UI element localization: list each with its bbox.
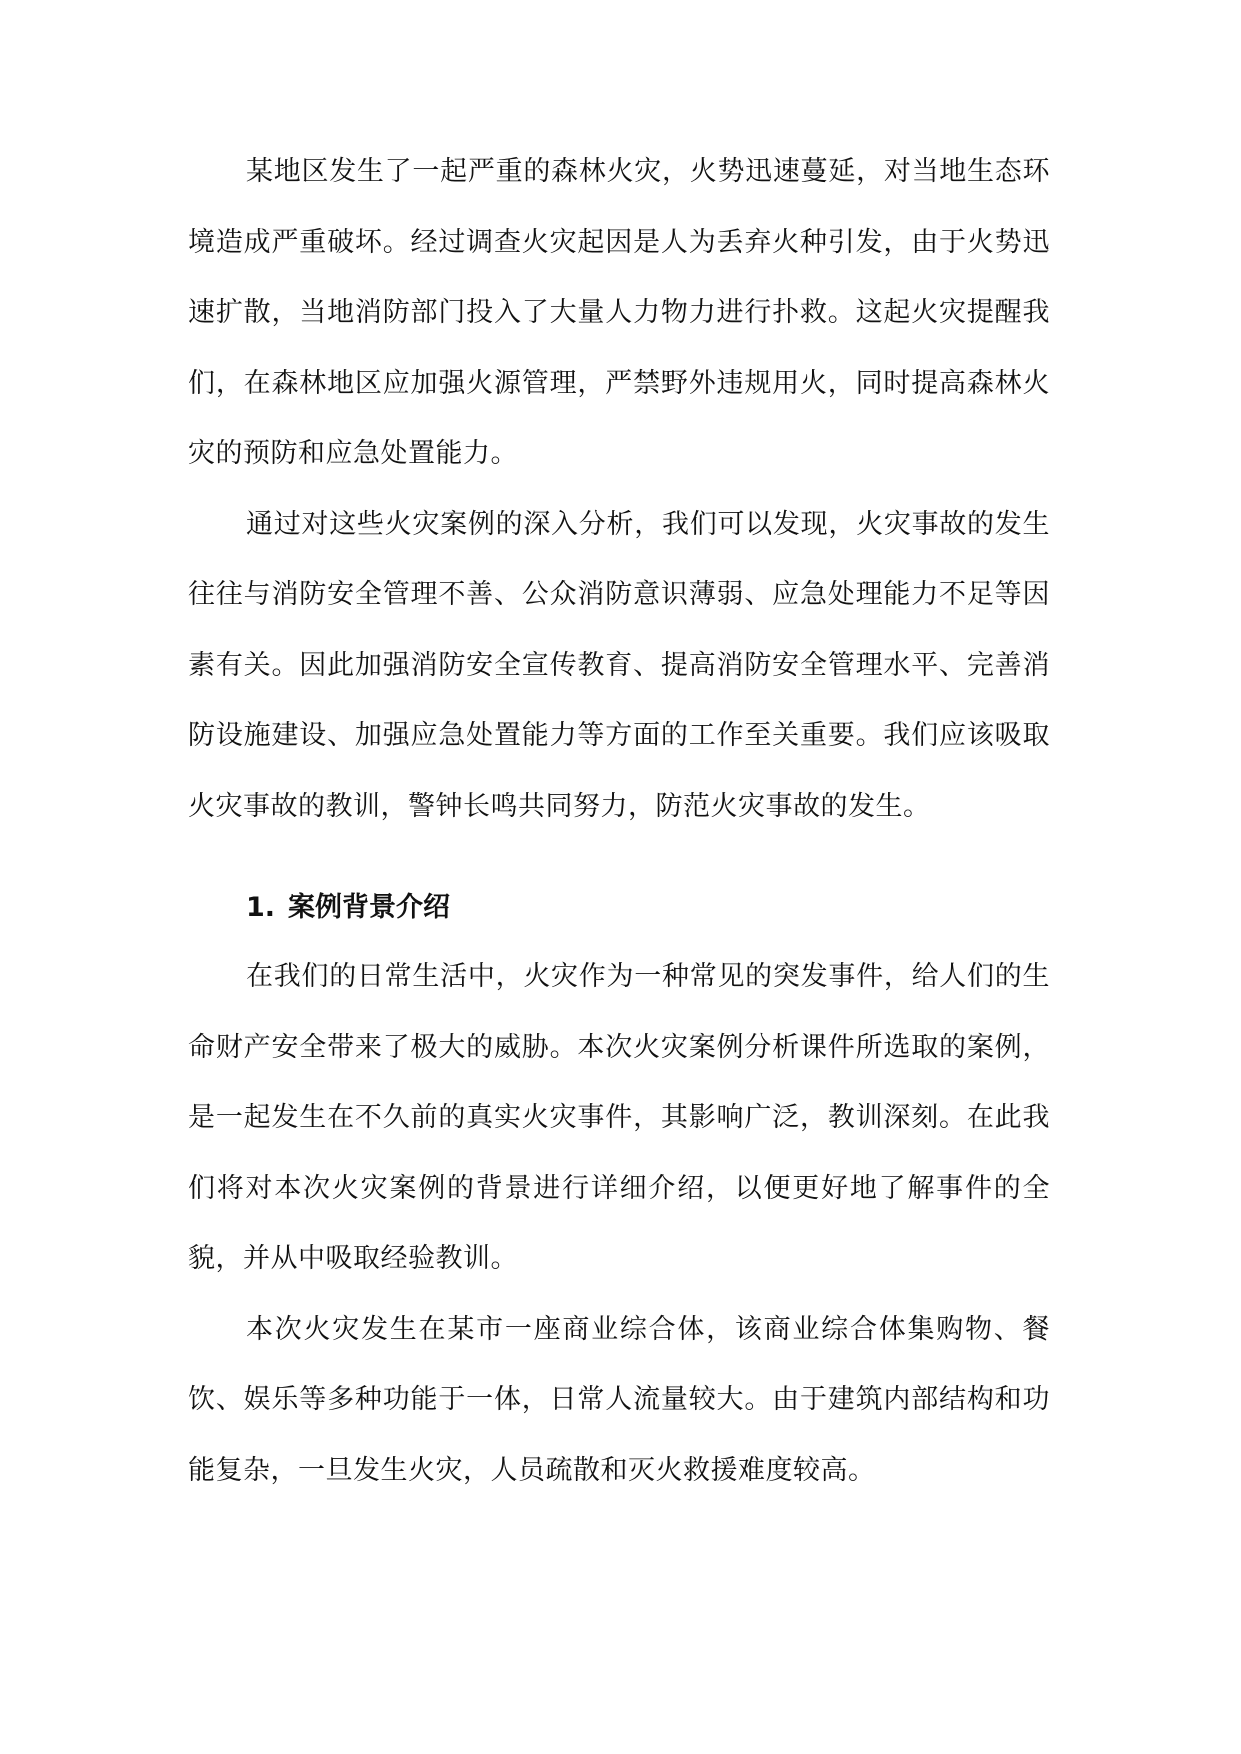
section-number: 1.: [246, 892, 276, 923]
document-body: [188, 137, 1050, 1506]
paragraph-background-intro: 在我们的日常生活中，火灾作为一种常见的突发事件，给人们的生命财产安全带来了极大的威胁。本次火灾案例分析课件所选取的案例，是一起发生在不久前的真实火灾事件，其影响广泛，教训深刻。在此我们将对本次火灾案例的背景进行详细介绍，以便更好地了解事件的全貌，并从中吸取经验教训。: [188, 961, 1050, 1274]
section-title: 案例背景介绍: [288, 892, 450, 923]
paragraph-analysis-summary: 通过对这些火灾案例的深入分析，我们可以发现，火灾事故的发生往往与消防安全管理不善、公众消防意识薄弱、应急处理能力不足等因素有关。因此加强消防安全宣传教育、提高消防安全管理水平、完善消防设施建设、加强应急处置能力等方面的工作至关重要。我们应该吸取火灾事故的教训，警钟长鸣共同努力，防范火灾事故的发生。: [188, 508, 1050, 822]
paragraph-commercial-complex: 本次火灾发生在某市一座商业综合体，该商业综合体集购物、餐饮、娱乐等多种功能于一体，日常人流量较大。由于建筑内部结构和功能复杂，一旦发生火灾，人员疏散和灭火救援难度较高。: [188, 1313, 1050, 1486]
paragraph-forest-fire: 某地区发生了一起严重的森林火灾，火势迅速蔓延，对当地生态环境造成严重破坏。经过调查火灾起因是人为丢弃火种引发，由于火势迅速扩散，当地消防部门投入了大量人力物力进行扑救。这起火灾提醒我们，在森林地区应加强火源管理，严禁野外违规用火，同时提高森林火灾的预防和应急处置能力。: [188, 156, 1050, 469]
section-heading: [188, 878, 1050, 938]
